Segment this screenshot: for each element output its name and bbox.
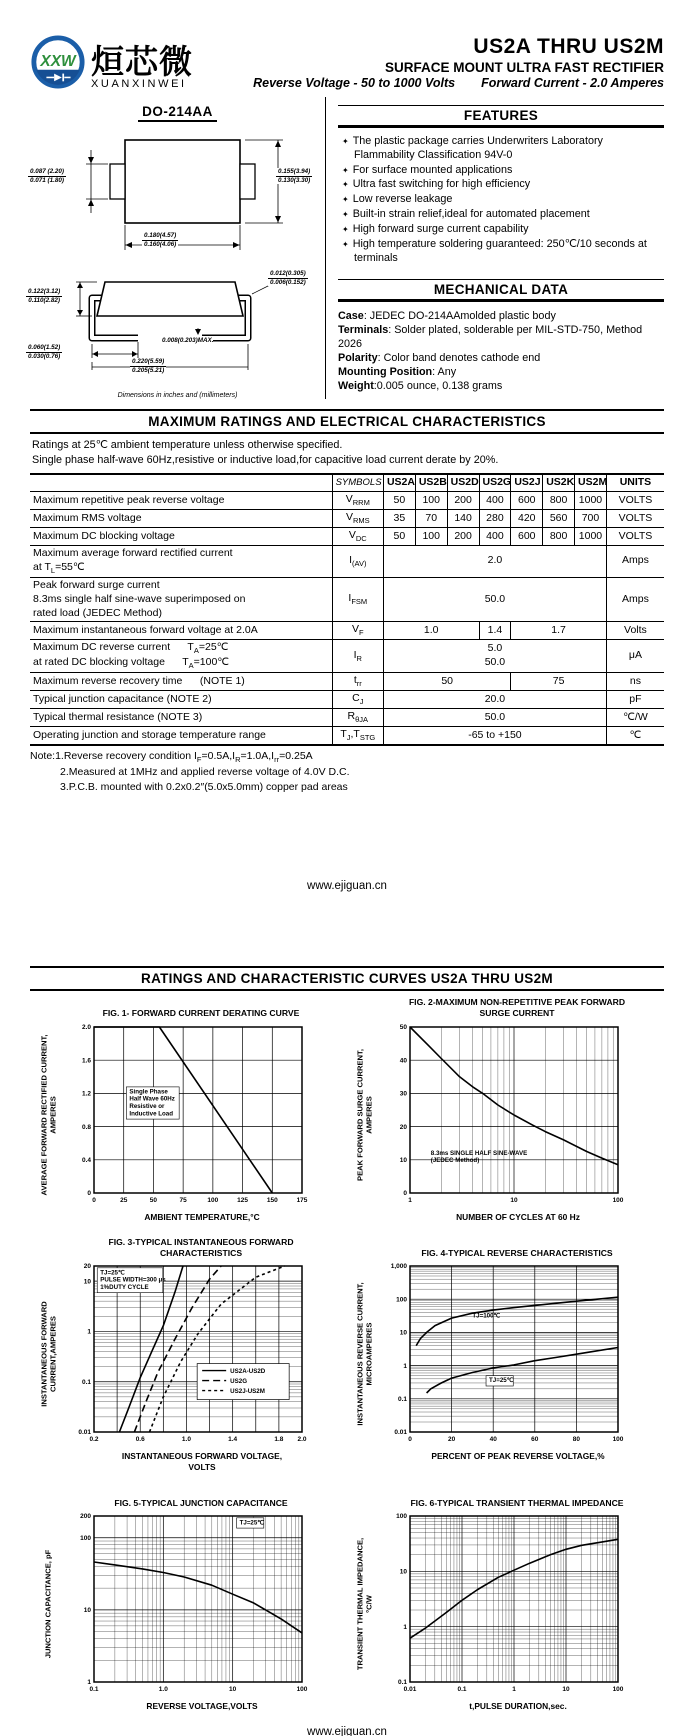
svg-text:40: 40 (489, 1436, 497, 1444)
ratings-intro-line1: Ratings at 25℃ ambient temperature unless otherwise specified. (32, 439, 343, 451)
svg-text:200: 200 (80, 1513, 91, 1521)
param-cell: Maximum reverse recovery time (NOTE 1) (30, 673, 332, 691)
svg-text:10: 10 (399, 1329, 407, 1337)
table-row (30, 727, 664, 745)
ratings-intro-line2: Single phase half-wave 60Hz,resistive or inductive load,for capacitive load current derate by 20%. (32, 453, 499, 466)
mechanical-data-row (338, 309, 664, 323)
figure-y-axis (36, 1260, 62, 1448)
svg-text:150: 150 (266, 1196, 278, 1204)
value-cell: 50 (383, 491, 415, 509)
figure-row (30, 1236, 664, 1472)
svg-text:20: 20 (399, 1123, 407, 1131)
svg-text:10: 10 (399, 1568, 407, 1576)
figure-y-axis (36, 1021, 62, 1209)
website-link[interactable]: www.ejiguan.cn (307, 879, 387, 892)
figure-y-axis (352, 1021, 378, 1209)
symbol-cell: $V_{DC}$ (332, 527, 383, 545)
package-drawing-column (30, 97, 325, 399)
figure-plot (62, 1260, 310, 1448)
mechanical-value: : JEDEC DO-214AAmolded plastic body (363, 310, 556, 323)
device-header: US2M (575, 474, 607, 491)
table-row (30, 640, 664, 673)
svg-text:100: 100 (207, 1196, 219, 1204)
svg-text:0.1: 0.1 (89, 1686, 99, 1694)
package-and-features-section (30, 97, 664, 399)
figure-title: FIG. 5-TYPICAL JUNCTION CAPACITANCE (114, 1497, 288, 1508)
ratings-banner (30, 409, 664, 434)
table-row (30, 577, 664, 622)
curves-banner (30, 966, 664, 991)
figure-fig2 (352, 997, 658, 1223)
figure-title: FIG. 3-TYPICAL INSTANTANEOUS FORWARD CHARACTERISTICS (108, 1236, 294, 1258)
svg-text:100: 100 (396, 1296, 407, 1304)
svg-text:80: 80 (572, 1436, 581, 1444)
forward-current-spec: Forward Current - 2.0 Amperes (481, 76, 664, 90)
unit-cell: VOLTS (606, 527, 664, 545)
figure-title: FIG. 2-MAXIMUM NON-REPETITIVE PEAK FORWARD SURGE CURRENT (408, 997, 626, 1019)
figure-y-axis-label: PEAK FORWARD SURGE CURRENT, AMPERES (355, 1048, 373, 1181)
mechanical-data-list (338, 309, 664, 393)
param-cell: Maximum DC reverse current $T_A=25℃$ at rated DC blocking voltage $T_A=100℃$ (30, 640, 332, 673)
device-header: US2D (447, 474, 479, 491)
unit-cell: ns (606, 673, 664, 691)
svg-text:Inductive Load: Inductive Load (129, 1110, 174, 1118)
svg-text:0.2: 0.2 (89, 1436, 99, 1444)
value-cell: 700 (575, 509, 607, 527)
value-cell: 560 (543, 509, 575, 527)
note-line: 2.Measured at 1MHz and applied reverse voltage of 4.0V D.C. (60, 766, 350, 779)
device-header: US2K (543, 474, 575, 491)
figure-y-axis-label: INSTANTANEOUS FORWARD CURRENT,AMPERES (39, 1301, 57, 1408)
figure-fig1 (36, 997, 342, 1223)
figure-title: FIG. 6-TYPICAL TRANSIENT THERMAL IMPEDANCE (410, 1497, 624, 1508)
dim-body-height: 0.155(3.94) 0.130(3.30) (278, 168, 311, 184)
svg-text:10: 10 (562, 1686, 570, 1694)
svg-text:10: 10 (83, 1607, 91, 1615)
svg-text:100: 100 (612, 1686, 624, 1694)
feature-item: ✦ High forward surge current capability (342, 223, 664, 237)
svg-text:1: 1 (512, 1686, 516, 1694)
figure-body (352, 1021, 658, 1209)
svg-text:100: 100 (612, 1436, 624, 1444)
curves-title: RATINGS AND CHARACTERISTIC CURVES US2A THRU US2M (141, 970, 553, 986)
symbols-header: SYMBOLS (332, 474, 383, 491)
features-list (338, 135, 664, 265)
svg-text:50: 50 (399, 1024, 407, 1032)
ratings-title: MAXIMUM RATINGS AND ELECTRICAL CHARACTERISTICS (148, 414, 546, 429)
value-cell: 2.0 (383, 545, 606, 577)
param-cell: Typical junction capacitance (NOTE 2) (30, 691, 332, 709)
value-cell: 1.0 (383, 622, 479, 640)
svg-text:TJ=25℃: TJ=25℃ (100, 1269, 125, 1277)
svg-text:1.0: 1.0 (158, 1686, 168, 1694)
svg-text:1%DUTY CYCLE: 1%DUTY CYCLE (100, 1284, 149, 1292)
svg-text:10: 10 (229, 1686, 237, 1694)
svg-text:175: 175 (296, 1196, 308, 1204)
spec-tagline (253, 76, 664, 90)
table-row (30, 509, 664, 527)
logo-english-name: XUANXINWEI (91, 78, 187, 90)
value-cell: 20.0 (383, 691, 606, 709)
value-cell: 1000 (575, 527, 607, 545)
param-cell: Maximum average forward rectified current at $T_L=55℃$ (30, 545, 332, 577)
figure-y-axis-label: TRANSIENT THERMAL IMPEDANCE, °C/W (355, 1538, 373, 1671)
website-link-footer[interactable]: www.ejiguan.cn (307, 1725, 387, 1736)
value-cell: 140 (447, 509, 479, 527)
symbol-cell: $V_{RRM}$ (332, 491, 383, 509)
symbol-cell: $V_F$ (332, 622, 383, 640)
unit-cell: VOLTS (606, 509, 664, 527)
value-cell: 50.0 (383, 709, 606, 727)
svg-text:1: 1 (408, 1196, 412, 1204)
svg-text:1.2: 1.2 (81, 1090, 91, 1098)
units-header: UNITS (606, 474, 664, 491)
mechanical-value: : Any (432, 366, 457, 379)
value-cell: 50 (383, 673, 510, 691)
features-title: FEATURES (338, 105, 664, 128)
mechanical-data-row (338, 323, 664, 351)
part-subtitle: SURFACE MOUNT ULTRA FAST RECTIFIER (385, 60, 664, 75)
svg-text:US2G: US2G (230, 1378, 248, 1386)
svg-text:10: 10 (83, 1278, 91, 1286)
figure-y-axis (352, 1510, 378, 1698)
mechanical-data-row (338, 351, 664, 365)
package-drawing (30, 124, 322, 390)
mechanical-data-row (338, 365, 664, 379)
svg-text:1: 1 (87, 1328, 91, 1336)
figure-x-axis-label: INSTANTANEOUS FORWARD VOLTAGE, VOLTS (121, 1451, 283, 1472)
symbol-cell: $R_{\theta JA}$ (332, 709, 383, 727)
mechanical-label: Polarity (338, 352, 378, 365)
reverse-voltage-spec: Reverse Voltage - 50 to 1000 Volts (253, 76, 456, 90)
svg-text:US2A-US2D: US2A-US2D (230, 1368, 266, 1376)
svg-text:0.1: 0.1 (397, 1679, 407, 1687)
mechanical-label: Mounting Position (338, 366, 433, 379)
table-row (30, 622, 664, 640)
dim-foot-length: 0.060(1.52) 0.030(0.76) (28, 344, 61, 360)
svg-text:1,000: 1,000 (390, 1263, 407, 1271)
svg-text:TJ=25℃: TJ=25℃ (239, 1519, 265, 1527)
svg-text:0: 0 (403, 1190, 407, 1198)
figure-body (36, 1021, 342, 1209)
value-cell: 800 (543, 527, 575, 545)
value-cell: 1.4 (479, 622, 511, 640)
logo (30, 34, 193, 90)
svg-text:PULSE WIDTH=300 μs: PULSE WIDTH=300 μs (100, 1276, 166, 1284)
device-header: US2J (511, 474, 543, 491)
svg-text:1.6: 1.6 (81, 1057, 91, 1065)
notes-block (30, 749, 664, 794)
figure-y-axis-label: INSTANTANEOUS REVERSE CURRENT, MICROAMPERES (355, 1282, 373, 1426)
value-cell: 600 (511, 527, 543, 545)
dim-lead-thickness: 0.012(0.305) 0.006(0.152) (270, 270, 306, 286)
param-cell: Maximum DC blocking voltage (30, 527, 332, 545)
symbol-cell: $t_{rr}$ (332, 673, 383, 691)
svg-text:0.1: 0.1 (81, 1379, 91, 1387)
package-name: DO-214AA (138, 104, 217, 122)
figure-title: FIG. 1- FORWARD CURRENT DERATING CURVE (102, 1008, 300, 1019)
svg-text:100: 100 (612, 1196, 624, 1204)
svg-text:0.1: 0.1 (457, 1686, 467, 1694)
value-cell: 420 (511, 509, 543, 527)
symbol-cell: $I_R$ (332, 640, 383, 673)
svg-text:2.0: 2.0 (81, 1024, 91, 1032)
feature-item: ✦ Low reverse leakage (342, 193, 664, 207)
param-cell: Typical thermal resistance (NOTE 3) (30, 709, 332, 727)
dim-overall-length: 0.220(5.59) 0.205(5.21) (132, 358, 165, 374)
figure-x-axis-label: PERCENT OF PEAK REVERSE VOLTAGE,% (431, 1451, 605, 1462)
value-cell: -65 to +150 (383, 727, 606, 745)
logo-chinese-name: 烜芯微 (91, 42, 193, 80)
svg-text:Resistive or: Resistive or (129, 1102, 165, 1110)
svg-text:10: 10 (510, 1196, 518, 1204)
svg-text:8.3ms SINGLE HALF SINE-WAVE: 8.3ms SINGLE HALF SINE-WAVE (430, 1149, 528, 1157)
svg-text:2.0: 2.0 (297, 1436, 307, 1444)
feature-item: ✦ The plastic package carries Underwriters Laboratory Flammability Classification 94V-0 (342, 135, 664, 163)
figure-y-axis-label: AVERAGE FORWARD RECTIFIED CURRENT, AMPERES (39, 1034, 57, 1196)
svg-text:0: 0 (92, 1196, 96, 1204)
figure-x-axis-label: NUMBER OF CYCLES AT 60 Hz (456, 1211, 580, 1222)
table-row (30, 491, 664, 509)
svg-text:0: 0 (408, 1436, 412, 1444)
svg-text:US2J-US2M: US2J-US2M (230, 1388, 265, 1396)
figure-body (352, 1260, 658, 1448)
features-column (325, 97, 664, 399)
value-cell: 600 (511, 491, 543, 509)
svg-text:125: 125 (237, 1196, 249, 1204)
symbol-cell: $I_{(AV)}$ (332, 545, 383, 577)
dim-tab-width: 0.087 (2.20) 0.071 (1.80) (30, 168, 64, 184)
figure-body (352, 1510, 658, 1698)
value-cell: 5.0 50.0 (383, 640, 606, 673)
logo-abbr: XXW (40, 52, 76, 70)
table-row (30, 709, 664, 727)
mechanical-value: : Color band denotes cathode end (377, 352, 541, 365)
svg-text:1.4: 1.4 (228, 1436, 238, 1444)
feature-item: ✦ Built-in strain relief,ideal for automated placement (342, 208, 664, 222)
title-block (253, 35, 664, 90)
figure-fig3 (36, 1236, 342, 1472)
svg-text:Half Wave 60Hz: Half Wave 60Hz (129, 1095, 175, 1103)
package-side-view-drawing (50, 270, 290, 380)
svg-text:1: 1 (403, 1363, 407, 1371)
figure-plot (378, 1260, 626, 1448)
figure-y-axis (36, 1510, 62, 1698)
mechanical-value: :0.005 ounce, 0.138 grams (373, 380, 503, 393)
value-cell: 1000 (575, 491, 607, 509)
unit-cell: Volts (606, 622, 664, 640)
device-header: US2G (479, 474, 511, 491)
mechanical-label: Terminals (338, 324, 389, 337)
svg-text:60: 60 (531, 1436, 539, 1444)
figure-plot (378, 1021, 626, 1209)
note-line: 3.P.C.B. mounted with 0.2x0.2″(5.0x5.0mm) copper pad areas (60, 780, 348, 793)
svg-text:40: 40 (399, 1057, 407, 1065)
dim-body-width: 0.180(4.57) 0.160(4.06) (144, 232, 177, 248)
value-cell: 50 (383, 527, 415, 545)
value-cell: 50.0 (383, 577, 606, 622)
svg-text:100: 100 (396, 1513, 407, 1521)
figure-plot (62, 1510, 310, 1698)
mechanical-data-title: MECHANICAL DATA (338, 279, 664, 302)
value-cell: 1.7 (511, 622, 607, 640)
unit-cell: pF (606, 691, 664, 709)
mechanical-label: Case (338, 310, 364, 323)
value-cell: 280 (479, 509, 511, 527)
symbol-cell: $T_J,T_{STG}$ (332, 727, 383, 745)
value-cell: 75 (511, 673, 607, 691)
table-row (30, 691, 664, 709)
feature-item: ✦ High temperature soldering guaranteed: 250℃/10 seconds at terminals (342, 238, 664, 266)
value-cell: 800 (543, 491, 575, 509)
figure-fig6 (352, 1486, 658, 1712)
svg-text:0: 0 (87, 1190, 91, 1198)
figure-x-axis-label: AMBIENT TEMPERATURE,°C (144, 1211, 260, 1222)
mechanical-data-row (338, 379, 664, 393)
value-cell: 200 (447, 527, 479, 545)
svg-text:1.0: 1.0 (181, 1436, 191, 1444)
svg-text:20: 20 (447, 1436, 456, 1444)
symbol-cell: $V_{RMS}$ (332, 509, 383, 527)
figure-fig5 (36, 1486, 342, 1712)
value-cell: 70 (415, 509, 447, 527)
figures-grid (30, 997, 664, 1726)
symbol-cell: $I_{FSM}$ (332, 577, 383, 622)
svg-text:1: 1 (403, 1624, 407, 1632)
value-cell: 400 (479, 527, 511, 545)
unit-cell: ℃/W (606, 709, 664, 727)
unit-cell: Amps (606, 545, 664, 577)
value-cell: 200 (447, 491, 479, 509)
svg-text:Single Phase: Single Phase (129, 1088, 168, 1096)
param-cell: Peak forward surge current 8.3ms single half sine-wave superimposed on rated load (JEDEC Method) (30, 577, 332, 622)
feature-item: ✦ For surface mounted applications (342, 164, 664, 178)
svg-text:50: 50 (149, 1196, 158, 1204)
table-row (30, 673, 664, 691)
device-header: US2A (383, 474, 415, 491)
unit-cell: ℃ (606, 727, 664, 745)
figure-row (30, 997, 664, 1223)
figure-title: FIG. 4-TYPICAL REVERSE CHARACTERISTICS (421, 1247, 613, 1258)
table-header-row (30, 474, 664, 491)
note-line: Note:1.Reverse recovery condition $I_F=0.5A,I_R=1.0A,I_{rr}=0.25A$ (30, 750, 313, 765)
figure-row (30, 1486, 664, 1712)
mechanical-value: : Solder plated, solderable per MIL-STD-750, Method 2026 (338, 324, 643, 351)
svg-text:30: 30 (399, 1090, 407, 1098)
svg-text:0.01: 0.01 (394, 1429, 407, 1437)
unit-cell: μA (606, 640, 664, 673)
page-title: US2A THRU US2M (473, 35, 664, 58)
value-cell: 100 (415, 491, 447, 509)
param-cell: Operating junction and storage temperature range (30, 727, 332, 745)
mechanical-label: Weight (338, 380, 374, 393)
value-cell: 100 (415, 527, 447, 545)
figure-x-axis-label: REVERSE VOLTAGE,VOLTS (146, 1701, 258, 1712)
figure-body (36, 1260, 342, 1448)
dim-standoff: 0.008(0.203)MAX. (162, 337, 214, 344)
svg-text:0.8: 0.8 (81, 1123, 91, 1131)
svg-text:0.01: 0.01 (403, 1686, 417, 1694)
table-row (30, 527, 664, 545)
svg-text:TJ=25℃: TJ=25℃ (489, 1377, 514, 1385)
svg-text:1: 1 (87, 1679, 91, 1687)
svg-text:100: 100 (80, 1535, 91, 1543)
svg-text:0.6: 0.6 (135, 1436, 145, 1444)
symbol-cell: $C_J$ (332, 691, 383, 709)
package-caption: Dimensions in inches and (millimeters) (117, 392, 238, 399)
figure-fig4 (352, 1236, 658, 1472)
svg-text:100: 100 (296, 1686, 308, 1694)
device-header: US2B (415, 474, 447, 491)
value-cell: 35 (383, 509, 415, 527)
svg-text:0.01: 0.01 (78, 1429, 91, 1437)
unit-cell: Amps (606, 577, 664, 622)
svg-text:(JEDEC Method): (JEDEC Method) (430, 1156, 480, 1164)
svg-text:1.8: 1.8 (274, 1436, 284, 1444)
svg-text:25: 25 (120, 1196, 128, 1204)
ratings-table (30, 473, 664, 746)
unit-cell: VOLTS (606, 491, 664, 509)
svg-text:TJ=100℃: TJ=100℃ (472, 1312, 501, 1320)
svg-text:75: 75 (179, 1196, 187, 1204)
param-header (30, 474, 332, 491)
svg-text:20: 20 (83, 1263, 91, 1271)
param-cell: Maximum RMS voltage (30, 509, 332, 527)
figure-plot (378, 1510, 626, 1698)
svg-text:0.4: 0.4 (81, 1156, 91, 1164)
figure-y-axis (352, 1260, 378, 1448)
param-cell: Maximum instantaneous forward voltage at 2.0A (30, 622, 332, 640)
param-cell: Maximum repetitive peak reverse voltage (30, 491, 332, 509)
figure-x-axis-label: t,PULSE DURATION,sec. (469, 1701, 567, 1712)
value-cell: 400 (479, 491, 511, 509)
feature-item: ✦ Ultra fast switching for high efficiency (342, 178, 664, 192)
header (30, 34, 664, 90)
logo-mark-icon (30, 34, 86, 90)
svg-text:10: 10 (399, 1156, 407, 1164)
figure-plot (62, 1021, 310, 1209)
dim-profile-height: 0.122(3.12) 0.110(2.82) (28, 288, 61, 304)
table-row (30, 545, 664, 577)
svg-text:0.1: 0.1 (397, 1396, 407, 1404)
figure-body (36, 1510, 342, 1698)
ratings-intro (32, 438, 664, 467)
figure-y-axis-label: JUNCTION CAPACITANCE, pF (43, 1550, 53, 1659)
